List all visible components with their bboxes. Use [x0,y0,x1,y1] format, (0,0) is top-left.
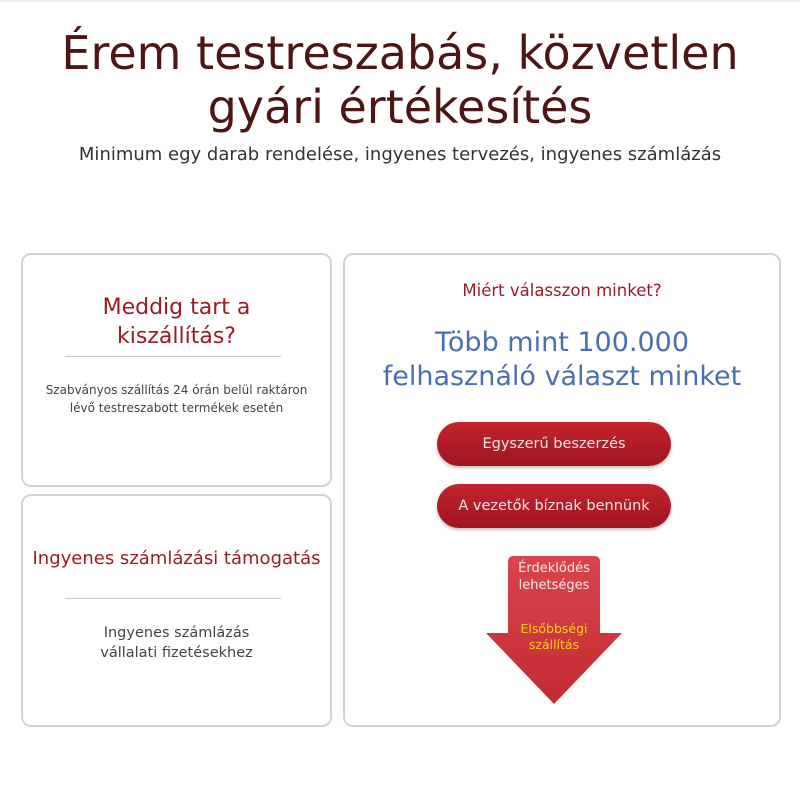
arrow-priority-text [480,621,628,653]
arrow-priority-line-1: Elsőbbségi [520,621,588,636]
delivery-card-divider [65,356,281,357]
delivery-title-line-2: kiszállítás? [117,324,236,349]
delivery-desc-line-2: lévő testreszabott termékek esetén [69,401,284,415]
delivery-desc-line-1: Szabványos szállítás 24 órán belül raktáron [45,383,308,397]
top-divider [0,0,800,2]
users-headline-line-1: Több mint 100.000 [434,327,690,358]
arrow-inquiry-line-1: Érdeklődés [518,561,590,576]
invoice-card-divider [65,598,281,599]
arrow-inquiry-text [480,560,628,594]
page-title-line-2: gyári értékesítés [207,80,593,134]
delivery-card [21,253,332,487]
down-arrow-badge [480,554,628,706]
page-title-line-1: Érem testreszabás, közvetlen [61,26,739,80]
why-choose-us-question: Miért válasszon minket? [462,281,662,300]
page-subtitle: Minimum egy darab rendelése, ingyenes tervezés, ingyenes számlázás [78,144,722,165]
users-headline [345,326,779,394]
delivery-title-line-1: Meddig tart a [102,295,251,320]
page-title [0,26,800,134]
why-choose-us-card [343,253,781,727]
invoice-card-title: Ingyenes számlázási támogatás [32,548,321,569]
invoice-desc-line-1: Ingyenes számlázás [103,625,250,641]
leaders-trust-us-button[interactable]: A vezetők bíznak bennünk [437,484,671,528]
arrow-inquiry-line-2: lehetséges [518,578,590,593]
invoice-card-description [31,623,322,663]
invoice-desc-line-2: vállalati fizetésekhez [100,645,253,661]
delivery-card-title [23,293,330,351]
users-headline-line-2: felhasználó választ minket [382,361,742,392]
arrow-priority-line-2: szállítás [528,637,580,652]
invoice-card [21,494,332,727]
delivery-card-description [31,381,322,417]
easy-procurement-button[interactable]: Egyszerű beszerzés [437,422,671,466]
